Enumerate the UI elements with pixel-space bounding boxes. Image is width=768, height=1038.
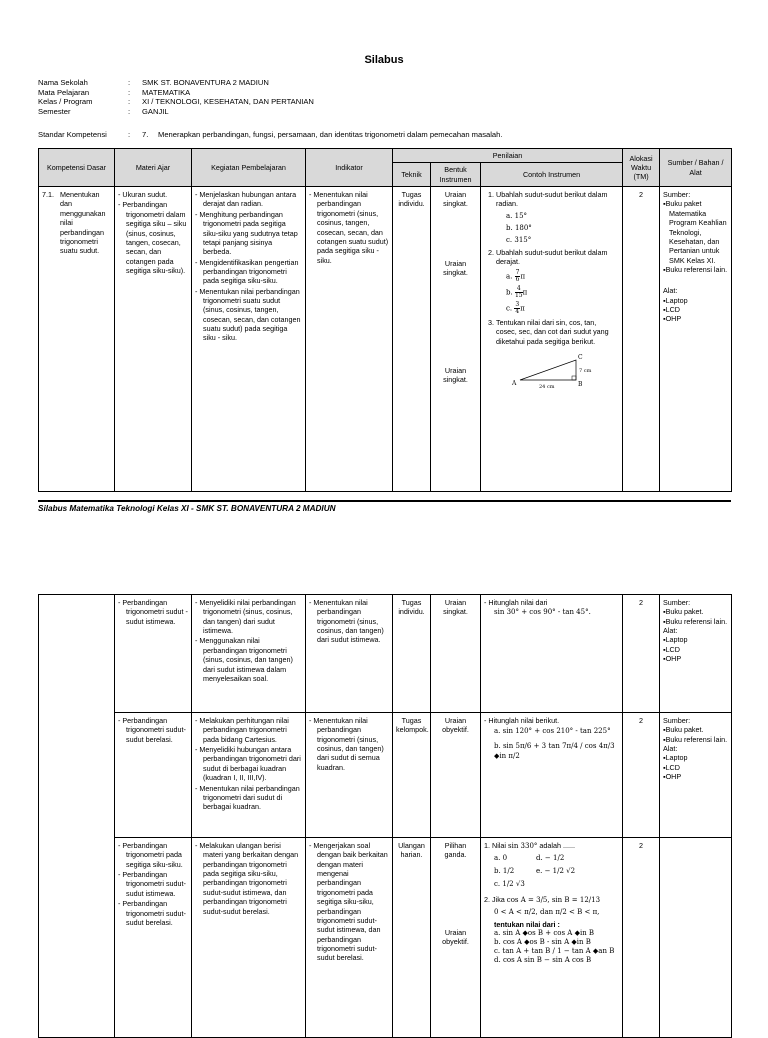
list-item: - Hitunglah nilai dari — [484, 598, 619, 607]
kd-number: 7.1. — [42, 190, 54, 200]
question-3: 3. Tentukan nilai dari sin, cos, tan, cosec, sec, dan cot dari sudut yang diketahui pada segitiga berikut. A B C 7 cm 24 cm — [496, 318, 619, 392]
bentuk-cell — [431, 187, 481, 492]
meta-row-school: Nama Sekolah : SMK ST. BONAVENTURA 2 MADIUN — [38, 78, 742, 88]
header-kompetensi: Kompetensi Dasar — [39, 149, 115, 187]
materi-cell — [115, 595, 192, 713]
list-item: - Menentukan nilai perbandingan trigonometri (sinus, cosinus, tangen, cosecan, secan, dan cotangen suatu sudut) pada segitiga siku - siku. — [309, 190, 389, 265]
list-item: - Menentukan nilai perbandingan trigonometri suatu sudut (sinus, cosinus, tangen, cosecan, secan, dan cotangen suatu sudut) pada segitiga siku - siku. — [195, 287, 302, 343]
sub-item: a. $\frac{7}{6}$ π — [506, 268, 526, 283]
list-item: ▪ OHP — [663, 772, 728, 781]
q2-condition: 0 < A < π/2, dan π/2 < B < π, — [494, 908, 600, 917]
bentuk-item: Uraian singkat. — [443, 365, 468, 384]
bentuk-item: Uraian obyektif. — [442, 927, 469, 947]
sumber-cell: Sumber: ▪ Buku paket Matematika Program Keahlian Teknologi, Kesehatan, dan Pertanian untuk SMK Kelas XI. ▪ Buku referensi lain. Alat: ▪ Laptop ▪ LCD ▪ OHP — [660, 187, 732, 492]
option-b[interactable]: b. 1/2 — [494, 867, 515, 876]
standar-label: Standar Kompetensi — [38, 130, 107, 139]
kd-text: Menentukan dan menggunakan nilai perbandingan trigonometri suatu sudut. — [60, 190, 106, 256]
q2-instruction: tentukan nilai dari : — [494, 919, 560, 929]
list-item: - Melakukan perhitungan nilai perbandingan trigonometri pada bidang Cartesius. — [195, 716, 302, 744]
sub-item: a. sin A ◆os B + cos A ◆in B — [494, 928, 595, 937]
bentuk-cell: Uraian singkat. — [431, 595, 481, 713]
label-a: A — [512, 379, 517, 387]
meta-value: SMK ST. BONAVENTURA 2 MADIUN — [142, 78, 269, 87]
meta-value: MATEMATIKA — [142, 87, 191, 97]
question-1: 1. Ubahlah sudut-sudut berikut dalam radian. a. 15° b. 180° c. 315° — [496, 190, 619, 245]
sumber-cell: Sumber: ▪ Buku paket. ▪ Buku referensi lain. Alat: ▪ Laptop ▪ LCD ▪ OHP — [660, 595, 732, 713]
list-item: ▪ Buku paket. — [663, 607, 728, 616]
header-indikator: Indikator — [306, 149, 393, 187]
school-info — [38, 78, 742, 116]
table-row — [39, 595, 732, 713]
list-item: ▪ Buku referensi lain. — [663, 265, 728, 274]
answer-options — [484, 854, 619, 889]
sub-item: c. $\frac{3}{4}$ π — [506, 300, 525, 315]
meta-label: Mata Pelajaran — [38, 87, 90, 97]
alokasi-cell: 2 — [623, 838, 660, 1038]
list-item: - Perbandingan trigonometri pada segitiga siku-siku. — [118, 841, 188, 869]
kd-cell — [39, 595, 115, 1038]
sub-item: c. 315° — [506, 235, 532, 244]
option-d[interactable]: d. − 1/2 — [536, 854, 565, 863]
header-bentuk: Bentuk Instrumen — [431, 163, 481, 187]
option-c[interactable]: c. 1/2 √3 — [494, 880, 525, 889]
sumber-cell: Sumber: ▪ Buku paket. ▪ Buku referensi lain. Alat: ▪ Laptop ▪ LCD ▪ OHP — [660, 713, 732, 838]
kegiatan-cell — [192, 838, 306, 1038]
table-row — [39, 713, 732, 838]
list-item: ▪ OHP — [663, 654, 728, 663]
meta-row-class: Kelas / Program : XI / TEKNOLOGI, KESEHATAN, DAN PERTANIAN — [38, 97, 742, 107]
list-item: ▪ Buku paket. — [663, 725, 728, 734]
question-1: 1. Nilai sin 330° adalah ...... — [484, 841, 575, 850]
standar-text: Menerapkan perbandingan, fungsi, persamaan, dan identitas trigonometri dalam pemecahan masalah. — [158, 130, 503, 139]
list-item: - Mengidentifikasikan pengertian perbandingan trigonometri pada segitiga siku-siku. — [195, 258, 302, 286]
list-item: - Menyelidiki hubungan antara perbandingan trigonometri dari sudut di berbagai kuadran (kuadran I, II, III,IV). — [195, 745, 302, 782]
sub-item: b. $\frac{4}{15}$ π — [506, 284, 528, 299]
meta-row-semester: Semester : GANJIL — [38, 107, 742, 117]
sub-item: a. 15° — [506, 211, 528, 220]
list-item: - Menggunakan nilai perbandingan trigonometri (sinus, cosinus, dan tangen) dari sudut istimewa dalam menyelesaikan soal. — [195, 636, 302, 683]
kd-cell — [39, 187, 115, 492]
list-item: - Menentukan nilai perbandingan trigonometri (sinus, cosinus, dan tangen) dari sudut istimewa. — [309, 598, 389, 645]
option-a[interactable]: a. 0 — [494, 854, 508, 863]
sub-item: b. 180° — [506, 223, 532, 232]
contoh-cell — [481, 713, 623, 838]
bentuk-item: Pilihan ganda. — [444, 841, 467, 860]
list-item: - Perbandingan trigonometri sudut-sudut istimewa. — [118, 870, 188, 898]
teknik-cell: Tugas individu. — [393, 187, 431, 492]
table-row — [39, 187, 732, 492]
option-e[interactable]: e. − 1/2 √2 — [536, 867, 576, 876]
header-kegiatan: Kegiatan Pembelajaran — [192, 149, 306, 187]
question-2: 2. Jika cos A = 3/5, sin B = 12/13 — [484, 895, 601, 905]
list-item: - Hitunglah nilai berikut. — [484, 716, 619, 725]
meta-value: GANJIL — [142, 106, 169, 116]
label-b: B — [578, 380, 583, 388]
triangle-diagram — [506, 350, 596, 392]
kegiatan-cell — [192, 595, 306, 713]
list-item: - Menentukan nilai perbandingan trigonometri (sinus, cosinus, dan tangen) dari sudut di semua kuadran. — [309, 716, 389, 772]
label-side: 7 cm — [579, 367, 592, 374]
list-item: ▪ Buku referensi lain. — [663, 735, 728, 744]
materi-cell — [115, 838, 192, 1038]
sub-item: b. cos A ◆os B - sin A ◆in B — [494, 938, 591, 947]
kegiatan-cell — [192, 713, 306, 838]
bentuk-cell: Uraian obyektif. — [431, 713, 481, 838]
alokasi-cell: 2 — [623, 713, 660, 838]
label-base: 24 cm — [539, 383, 555, 390]
standar-kompetensi: Standar Kompetensi : 7. Menerapkan perbandingan, fungsi, persamaan, dan identitas trigonometri dalam pemecahan masalah. — [38, 130, 503, 139]
materi-cell — [115, 187, 192, 492]
bentuk-item: Uraian singkat. — [443, 190, 468, 209]
meta-label: Nama Sekolah — [38, 78, 88, 87]
list-item: - Menyelidiki nilai perbandingan trigonometri (sinus, cosinus, dan tangen) dari sudut istimewa. — [195, 598, 302, 635]
sub-item: c. tan A + tan B / 1 − tan A ◆an B — [494, 947, 615, 956]
teknik-cell: Ulangan harian. — [393, 838, 431, 1038]
header-alokasi: Alokasi Waktu (TM) — [623, 149, 660, 187]
list-item: ▪ Laptop — [663, 296, 728, 305]
list-item: - Perbandingan trigonometri sudut-sudut berelasi. — [118, 899, 188, 927]
footer-divider — [38, 500, 731, 502]
contoh-cell — [481, 838, 623, 1038]
alokasi-cell: 2 — [623, 187, 660, 492]
syllabus-table-continued — [38, 594, 732, 1038]
sumber-cell — [660, 838, 732, 1038]
page-title: Silabus — [364, 54, 404, 66]
list-item: ▪ LCD — [663, 763, 728, 772]
teknik-cell: Tugas kelompok. — [393, 713, 431, 838]
list-item: - Mengerjakan soal dengan baik berkaitan dengan materi mengenai perbandingan trigonometri pada segitiga siku-siku, perbandingan trigonometri sudut-sudut istimewa, dan perbandingan trigonometri sudut-sudut berelasi. — [309, 841, 389, 963]
list-item: ▪ Buku paket Matematika Program Keahlian Teknologi, Kesehatan, dan Pertanian untuk SMK Kelas XI. — [663, 199, 728, 265]
list-item: - Perbandingan trigonometri sudut-sudut berelasi. — [118, 716, 188, 744]
bentuk-item: Uraian singkat. — [443, 258, 468, 278]
list-item: - Menghitung perbandingan trigonometri pada segitiga siku-siku yang sudutnya tetap tetapi panjang sisinya berbeda. — [195, 210, 302, 257]
list-item: ▪ Laptop — [663, 635, 728, 644]
indikator-cell — [306, 187, 393, 492]
header-teknik: Teknik — [393, 163, 431, 187]
meta-label: Semester — [38, 106, 71, 116]
indikator-cell — [306, 838, 393, 1038]
label-c: C — [578, 353, 583, 361]
list-item: ▪ LCD — [663, 305, 728, 314]
question-2: 2. Ubahlah sudut-sudut berikut dalam derajat. a. $\frac{7}{6}$ π b. $\frac{4}{15}$ π c. $\frac{3}{4}$ π — [496, 248, 619, 315]
materi-cell — [115, 713, 192, 838]
header-contoh: Contoh Instrumen — [481, 163, 623, 187]
standar-number: 7. — [142, 130, 149, 139]
header-row — [39, 149, 732, 163]
teknik-cell: Tugas individu. — [393, 595, 431, 713]
list-item: - Perbandingan trigonometri dalam segitiga siku – siku (sinus, cosinus, tangen, cosecan, secan, dan cotangen pada segitiga siku-siku). — [118, 200, 188, 275]
bentuk-cell — [431, 838, 481, 1038]
list-item: ▪ LCD — [663, 645, 728, 654]
page-footer: Silabus Matematika Teknologi Kelas XI - SMK ST. BONAVENTURA 2 MADIUN — [38, 504, 336, 513]
indikator-cell — [306, 595, 393, 713]
alokasi-cell: 2 — [623, 595, 660, 713]
sub-item: d. cos A sin B − sin A cos B — [494, 956, 592, 965]
list-item: ▪ Buku referensi lain. — [663, 617, 728, 626]
meta-value: XI / TEKNOLOGI, KESEHATAN, DAN PERTANIAN — [142, 97, 314, 106]
contoh-cell — [481, 187, 623, 492]
list-item: ▪ OHP — [663, 314, 728, 323]
indikator-cell — [306, 713, 393, 838]
math-expression-a: a. sin 120° + cos 210° - tan 225° — [494, 727, 611, 736]
list-item: ▪ Laptop — [663, 753, 728, 762]
list-item: - Perbandingan trigonometri sudut - sudut istimewa. — [118, 598, 188, 626]
syllabus-table — [38, 148, 732, 492]
list-item: - Menjelaskan hubungan antara derajat dan radian. — [195, 190, 302, 209]
math-expression-b: b. sin 5π/6 + 3 tan 7π/4 / cos 4π/3 ◆in π/2 — [494, 742, 615, 760]
header-materi: Materi Ajar — [115, 149, 192, 187]
contoh-cell — [481, 595, 623, 713]
meta-label: Kelas / Program — [38, 97, 93, 106]
math-expression: sin 30° + cos 90° - tan 45°. — [494, 608, 591, 617]
list-item: - Melakukan ulangan berisi materi yang berkaitan dengan perbandingan trigonometri pada segitiga siku-siku, perbandingan trigonometri sudut-sudut istimewa, dan perbandingan trigonometri sudut-sudut berelasi. — [195, 841, 302, 916]
list-item: - Menentukan nilai perbandingan trigonometri dari sudut di berbagai kuadran. — [195, 784, 302, 812]
kegiatan-cell — [192, 187, 306, 492]
list-item: - Ukuran sudut. — [118, 190, 188, 199]
table-row — [39, 838, 732, 1038]
header-penilaian: Penilaian — [393, 149, 623, 163]
meta-row-subject: Mata Pelajaran : MATEMATIKA — [38, 88, 742, 98]
header-sumber: Sumber / Bahan / Alat — [660, 149, 732, 187]
